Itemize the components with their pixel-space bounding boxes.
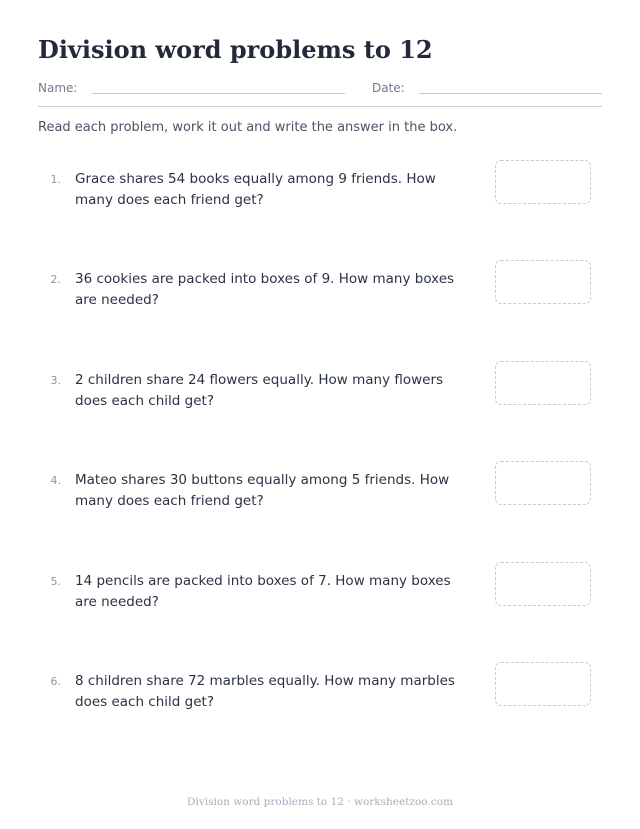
answer-box[interactable] [495,361,591,405]
answer-box[interactable] [495,562,591,606]
problem-item [0,662,640,762]
problem-item [0,562,640,662]
instructions: Read each problem, work it out and write the answer in the box. [38,120,458,135]
problem-text: 8 children share 72 marbles equally. How many marbles does each child get? [75,672,455,710]
page-footer: Division word problems to 12 · worksheetzoo.com [187,796,453,808]
name-date-row [38,78,602,98]
date-line[interactable] [419,93,602,94]
name-line[interactable] [92,93,345,94]
date-label: Date: [372,81,405,95]
problem-text: 2 children share 24 flowers equally. How many flowers does each child get? [75,371,444,409]
problem-number: 6. [50,674,61,688]
problem-number: 1. [50,173,61,186]
problem-number: 3. [50,373,61,387]
problem-text: Grace shares 54 books equally among 9 friends. How many does each friend get? [75,171,436,208]
problem-text: Mateo shares 30 buttons equally among 5 friends. How many does each friend get? [75,472,450,510]
problem-item [0,361,640,461]
page-title: Division word problems to 12 [38,35,433,64]
problem-text: 36 cookies are packed into boxes of 9. How many boxes are needed? [75,271,455,309]
answer-box[interactable] [495,260,591,304]
problem-item [0,260,640,360]
problem-number: 5. [50,574,61,588]
problem-number: 2. [50,273,61,287]
problem-item [0,461,640,561]
answer-box[interactable] [495,461,591,505]
name-label: Name: [38,81,78,95]
problem-number: 4. [50,474,61,488]
problem-item [0,160,640,260]
problem-text: 14 pencils are packed into boxes of 7. How many boxes are needed? [75,572,451,610]
answer-box[interactable] [495,662,591,706]
header-divider [38,106,602,107]
answer-box[interactable] [495,160,591,204]
problem-list [0,160,640,762]
